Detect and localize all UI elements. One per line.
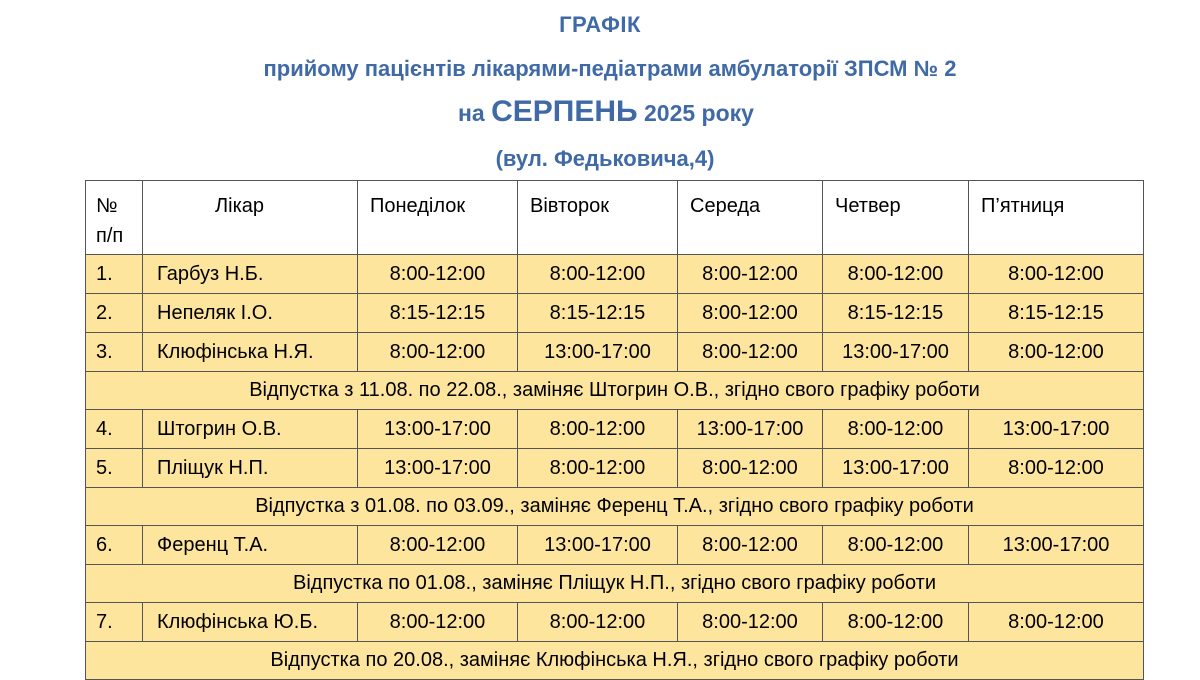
vacation-note: Відпустка по 20.08., заміняє Клюфінська Н.Я., згідно свого графіку роботи xyxy=(86,642,1144,680)
thursday-hours: 8:00-12:00 xyxy=(823,410,969,449)
address: (вул. Федьковича,4) xyxy=(495,146,715,171)
vacation-note-row xyxy=(86,488,1144,526)
vacation-note-row xyxy=(86,642,1144,680)
table-row xyxy=(86,333,1144,372)
header-monday: Понеділок xyxy=(358,181,518,255)
thursday-hours: 8:00-12:00 xyxy=(823,526,969,565)
table-header-row xyxy=(86,181,1144,255)
wednesday-hours: 13:00-17:00 xyxy=(678,410,823,449)
row-number: 6. xyxy=(86,526,143,565)
table-row xyxy=(86,603,1144,642)
row-number: 4. xyxy=(86,410,143,449)
header-wednesday: Середа xyxy=(678,181,823,255)
page-subtitle: прийому пацієнтів лікарями-педіатрами амбулаторії ЗПСМ № 2 xyxy=(263,56,957,81)
doctor-name: Ференц Т.А. xyxy=(143,526,358,565)
doctor-name: Непеляк І.О. xyxy=(143,294,358,333)
wednesday-hours: 8:00-12:00 xyxy=(678,255,823,294)
friday-hours: 8:15-12:15 xyxy=(969,294,1144,333)
doctor-name: Клюфінська Н.Я. xyxy=(143,333,358,372)
friday-hours: 13:00-17:00 xyxy=(969,410,1144,449)
monday-hours: 13:00-17:00 xyxy=(358,410,518,449)
row-number: 2. xyxy=(86,294,143,333)
row-number: 3. xyxy=(86,333,143,372)
header-number-label: п/п xyxy=(96,225,124,247)
table-row xyxy=(86,449,1144,488)
vacation-note: Відпустка по 01.08., заміняє Пліщук Н.П., згідно свого графіку роботи xyxy=(86,565,1144,603)
vacation-note: Відпустка з 01.08. по 03.09., заміняє Ференц Т.А., згідно свого графіку роботи xyxy=(86,488,1144,526)
header-number-symbol: № xyxy=(96,195,118,217)
friday-hours: 13:00-17:00 xyxy=(969,526,1144,565)
monday-hours: 13:00-17:00 xyxy=(358,449,518,488)
row-number: 7. xyxy=(86,603,143,642)
row-number: 5. xyxy=(86,449,143,488)
tuesday-hours: 8:00-12:00 xyxy=(518,449,678,488)
header-thursday: Четвер xyxy=(823,181,969,255)
vacation-note: Відпустка з 11.08. по 22.08., заміняє Штогрин О.В., згідно свого графіку роботи xyxy=(86,372,1144,410)
table-row xyxy=(86,526,1144,565)
friday-hours: 8:00-12:00 xyxy=(969,603,1144,642)
vacation-note-row xyxy=(86,565,1144,603)
header-tuesday: Вівторок xyxy=(518,181,678,255)
page-title: ГРАФІК xyxy=(559,12,641,37)
table-row xyxy=(86,255,1144,294)
thursday-hours: 13:00-17:00 xyxy=(823,333,969,372)
tuesday-hours: 13:00-17:00 xyxy=(518,526,678,565)
wednesday-hours: 8:00-12:00 xyxy=(678,333,823,372)
header-doctor: Лікар xyxy=(143,181,358,255)
tuesday-hours: 8:00-12:00 xyxy=(518,255,678,294)
monday-hours: 8:00-12:00 xyxy=(358,255,518,294)
monday-hours: 8:00-12:00 xyxy=(358,526,518,565)
doctor-name: Клюфінська Ю.Б. xyxy=(143,603,358,642)
wednesday-hours: 8:00-12:00 xyxy=(678,449,823,488)
thursday-hours: 13:00-17:00 xyxy=(823,449,969,488)
wednesday-hours: 8:00-12:00 xyxy=(678,603,823,642)
month-name: СЕРПЕНЬ xyxy=(491,95,638,128)
schedule-table xyxy=(85,180,1144,680)
table-row xyxy=(86,294,1144,333)
doctor-name: Штогрин О.В. xyxy=(143,410,358,449)
table-row xyxy=(86,410,1144,449)
header-number xyxy=(86,181,143,255)
tuesday-hours: 13:00-17:00 xyxy=(518,333,678,372)
monday-hours: 8:15-12:15 xyxy=(358,294,518,333)
friday-hours: 8:00-12:00 xyxy=(969,333,1144,372)
month-suffix: 2025 року xyxy=(643,100,754,126)
thursday-hours: 8:00-12:00 xyxy=(823,255,969,294)
doctor-name: Гарбуз Н.Б. xyxy=(143,255,358,294)
thursday-hours: 8:00-12:00 xyxy=(823,603,969,642)
monday-hours: 8:00-12:00 xyxy=(358,603,518,642)
header-friday: П’ятниця xyxy=(969,181,1144,255)
wednesday-hours: 8:00-12:00 xyxy=(678,294,823,333)
friday-hours: 8:00-12:00 xyxy=(969,449,1144,488)
tuesday-hours: 8:15-12:15 xyxy=(518,294,678,333)
doctor-name: Пліщук Н.П. xyxy=(143,449,358,488)
month-prefix: на xyxy=(458,100,485,126)
friday-hours: 8:00-12:00 xyxy=(969,255,1144,294)
tuesday-hours: 8:00-12:00 xyxy=(518,410,678,449)
vacation-note-row xyxy=(86,372,1144,410)
wednesday-hours: 8:00-12:00 xyxy=(678,526,823,565)
monday-hours: 8:00-12:00 xyxy=(358,333,518,372)
row-number: 1. xyxy=(86,255,143,294)
month-line xyxy=(0,95,1200,129)
thursday-hours: 8:15-12:15 xyxy=(823,294,969,333)
tuesday-hours: 8:00-12:00 xyxy=(518,603,678,642)
